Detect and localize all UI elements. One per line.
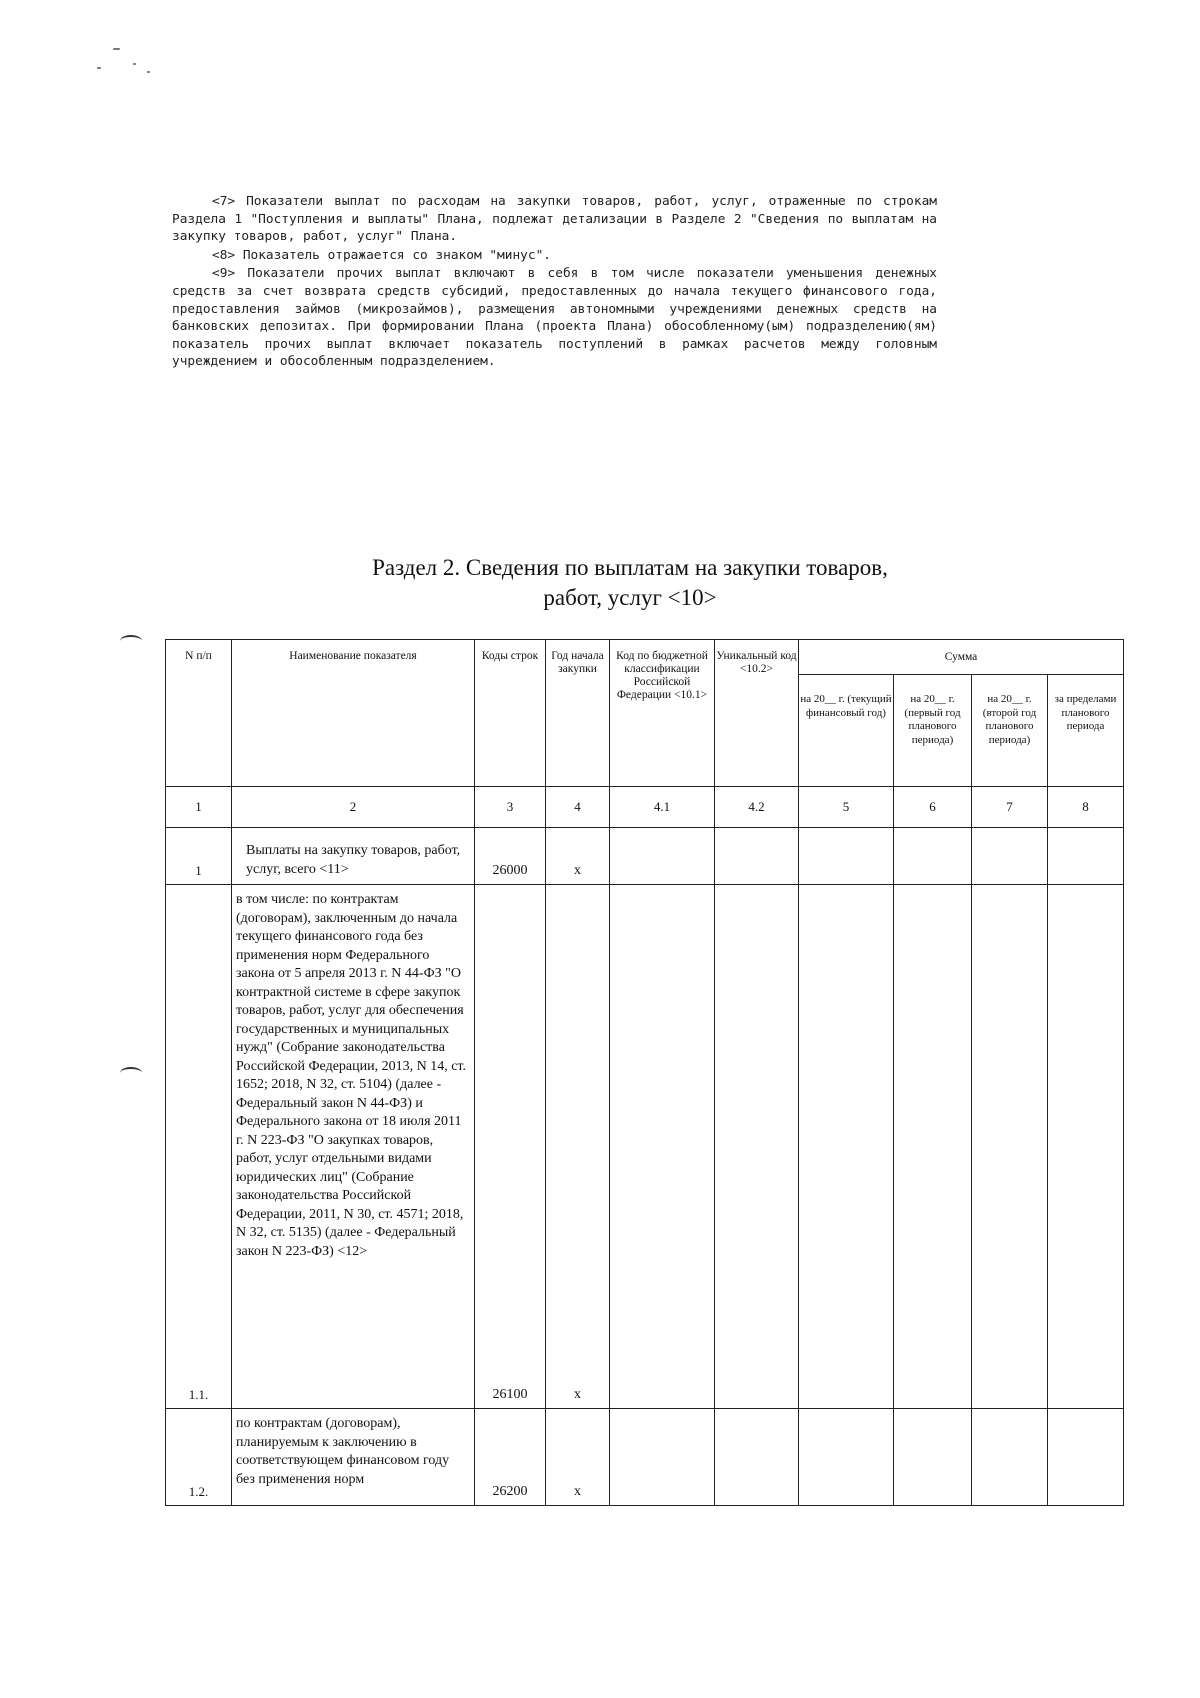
row-year: x xyxy=(546,1409,610,1506)
section-title xyxy=(300,553,960,613)
column-number: 4.2 xyxy=(715,787,799,828)
table-row xyxy=(166,885,1124,1409)
header-current-year: на 20__ г. (текущий финансовый год) xyxy=(799,675,894,787)
row-number: 1.2. xyxy=(166,1409,232,1506)
cell-empty xyxy=(799,885,894,1409)
row-year: x xyxy=(546,828,610,885)
cell-empty xyxy=(1048,828,1124,885)
column-number: 1 xyxy=(166,787,232,828)
column-number: 2 xyxy=(232,787,475,828)
column-number: 8 xyxy=(1048,787,1124,828)
scan-artifacts xyxy=(95,45,175,85)
cell-empty xyxy=(894,828,972,885)
header-name: Наименование показателя xyxy=(232,640,475,787)
cell-empty xyxy=(610,885,715,1409)
footnote-7: <7> Показатели выплат по расходам на закупки товаров, работ, услуг, отраженные по строкам Раздела 1 "Поступления и выплаты" Плана, подлежат детализации в Разделе 2 "Сведения по выплатам на закупку товаров, работ, услуг" Плана. xyxy=(172,194,937,245)
footnotes xyxy=(172,193,937,372)
payments-table xyxy=(165,639,1124,1506)
row-code: 26200 xyxy=(475,1409,546,1506)
column-number: 3 xyxy=(475,787,546,828)
cell-empty xyxy=(972,828,1048,885)
cell-empty xyxy=(972,885,1048,1409)
header-first-plan-year: на 20__ г. (первый год планового периода) xyxy=(894,675,972,787)
section-title-line-1: Раздел 2. Сведения по выплатам на закупки товаров, xyxy=(372,555,888,580)
header-budget-code: Код по бюджетной классификации Российской Федерации <10.1> xyxy=(610,640,715,787)
margin-mark xyxy=(120,1067,142,1079)
column-number: 6 xyxy=(894,787,972,828)
header-sum-group: Сумма xyxy=(799,640,1124,675)
section-title-line-2: работ, услуг <10> xyxy=(543,585,717,610)
cell-empty xyxy=(715,1409,799,1506)
row-name: Выплаты на закупку товаров, работ, услуг, всего <11> xyxy=(232,828,475,885)
column-number: 4 xyxy=(546,787,610,828)
header-num: N п/п xyxy=(166,640,232,787)
cell-empty xyxy=(715,828,799,885)
cell-empty xyxy=(894,1409,972,1506)
header-second-plan-year: на 20__ г. (второй год планового периода) xyxy=(972,675,1048,787)
cell-empty xyxy=(610,1409,715,1506)
cell-empty xyxy=(715,885,799,1409)
row-name: по контрактам (договорам), планируемым к заключению в соответствующем финансовом году без применения норм xyxy=(232,1409,475,1506)
cell-empty xyxy=(610,828,715,885)
column-number: 7 xyxy=(972,787,1048,828)
cell-empty xyxy=(972,1409,1048,1506)
cell-empty xyxy=(1048,1409,1124,1506)
cell-empty xyxy=(1048,885,1124,1409)
row-code: 26100 xyxy=(475,885,546,1409)
cell-empty xyxy=(799,828,894,885)
footnote-9: <9> Показатели прочих выплат включают в себя в том числе показатели уменьшения денежных средств за счет возврата средств субсидий, предоставленных до начала текущего финансового года, предоставления займов (микрозаймов), размещения автономными учреждениями денежных средств на банковских депозитах. При формировании Плана (проекта Плана) обособленному(ым) подразделению(ям) показатель прочих выплат включает показатель поступлений в рамках расчетов между головным учреждением и обособленным подразделением. xyxy=(172,266,937,370)
table-row xyxy=(166,828,1124,885)
table-row xyxy=(166,1409,1124,1506)
column-numbers-row xyxy=(166,787,1124,828)
row-name: в том числе: по контрактам (договорам), заключенным до начала текущего финансового года без применения норм Федерального закона от 5 апреля 2013 г. N 44-ФЗ "О контрактной системе в сфере закупок товаров, работ, услуг для обеспечения государственных и муниципальных нужд" (Собрание законодательства Российской Федерации, 2013, N 14, ст. 1652; 2018, N 32, ст. 5104) (далее - Федеральный закон N 44-ФЗ) и Федерального закона от 18 июля 2011 г. N 223-ФЗ "О закупках товаров, работ, услуг отдельными видами юридических лиц" (Собрание законодательства Российской Федерации, 2011, N 30, ст. 4571; 2018, N 32, ст. 5135) (далее - Федеральный закон N 223-ФЗ) <12> xyxy=(232,885,475,1409)
footnote-8: <8> Показатель отражается со знаком "минус". xyxy=(212,247,551,263)
row-number: 1.1. xyxy=(166,885,232,1409)
column-number: 5 xyxy=(799,787,894,828)
column-number: 4.1 xyxy=(610,787,715,828)
row-code: 26000 xyxy=(475,828,546,885)
header-year: Год начала закупки xyxy=(546,640,610,787)
header-beyond-plan: за пределами планового периода xyxy=(1048,675,1124,787)
row-number: 1 xyxy=(166,828,232,885)
margin-mark xyxy=(120,635,142,647)
header-row xyxy=(166,640,1124,675)
cell-empty xyxy=(894,885,972,1409)
header-code: Коды строк xyxy=(475,640,546,787)
cell-empty xyxy=(799,1409,894,1506)
row-year: x xyxy=(546,885,610,1409)
header-unique-code: Уникальный код <10.2> xyxy=(715,640,799,787)
